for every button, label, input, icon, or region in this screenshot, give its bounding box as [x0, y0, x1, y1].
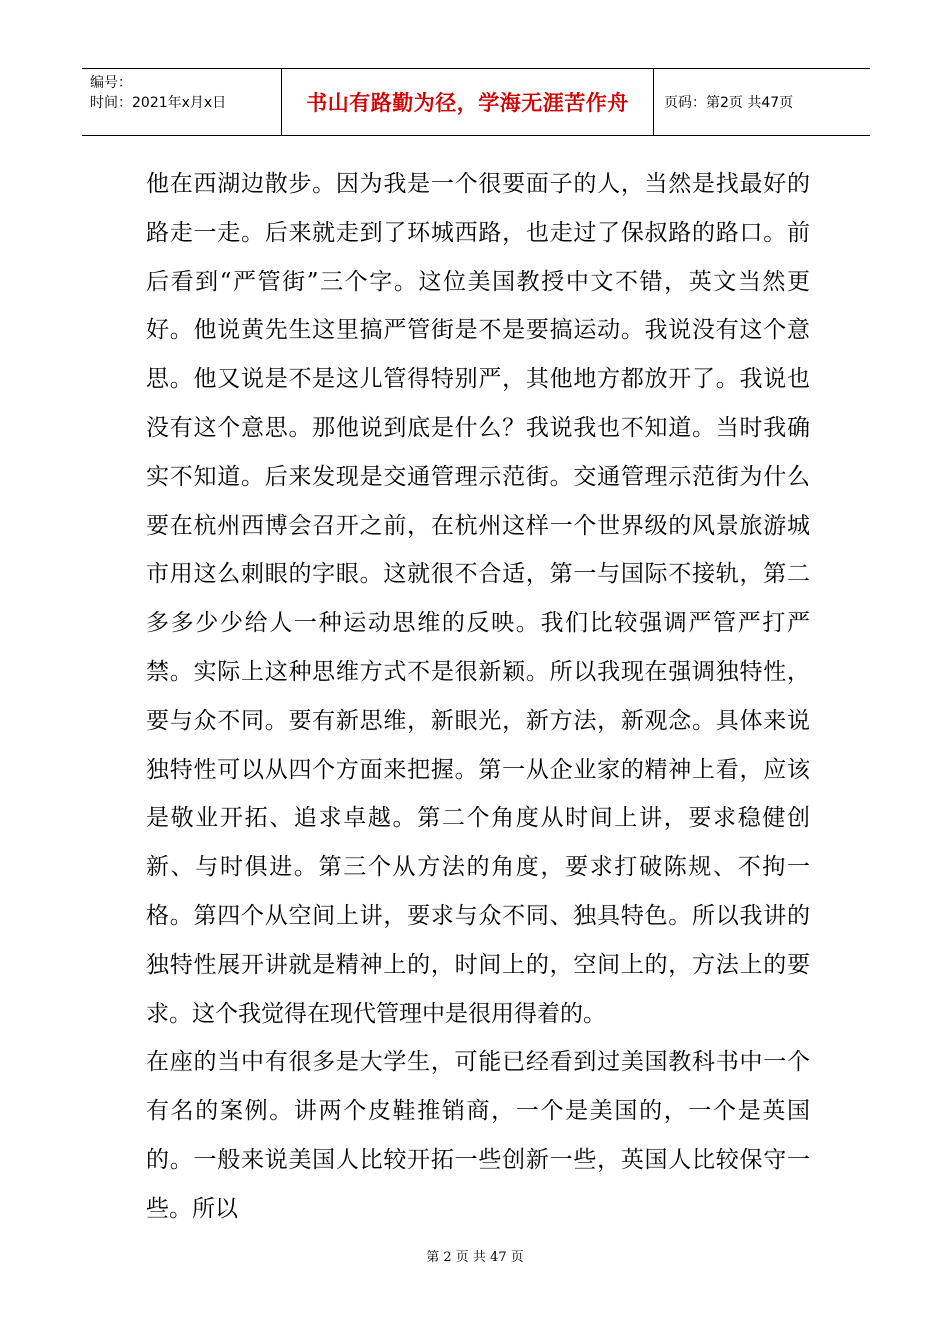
header-motto: 书山有路勤为径，学海无涯苦作舟 [282, 69, 654, 135]
document-body [146, 160, 810, 1234]
body-paragraph: 在座的当中有很多是大学生，可能已经看到过美国教科书中一个有名的案例。讲两个皮鞋推销商，一个是美国的，一个是英国的。一般来说美国人比较开拓一些创新一些，英国人比较保守一些。所以 [146, 1049, 810, 1222]
header-page-info: 页码：第2页 共47页 [664, 95, 794, 111]
document-time-label: 时间：2021年x月x日 [90, 95, 227, 111]
header-meta [82, 69, 282, 135]
page-header [82, 68, 870, 136]
page-footer: 第 2 页 共 47 页 [426, 1250, 524, 1265]
document-number-label: 编号： [90, 75, 132, 91]
body-paragraph: 他在西湖边散步。因为我是一个很要面子的人，当然是找最好的路走一走。后来就走到了环城西路，也走过了保叔路的路口。前后看到“严管街”三个字。这位美国教授中文不错，英文当然更好。他说黄先生这里搞严管街是不是要搞运动。我说没有这个意思。他又说是不是这儿管得特别严，其他地方都放开了。我说也没有这个意思。那他说到底是什么？我说我也不知道。当时我确实不知道。后来发现是交通管理示范街。交通管理示范街为什么要在杭州西博会召开之前，在杭州这样一个世界级的风景旅游城市用这么刺眼的字眼。这就很不合适，第一与国际不接轨，第二多多少少给人一种运动思维的反映。我们比较强调严管严打严禁。实际上这种思维方式不是很新颖。所以我现在强调独特性，要与众不同。要有新思维，新眼光，新方法，新观念。具体来说独特性可以从四个方面来把握。第一从企业家的精神上看，应该是敬业开拓、追求卓越。第二个角度从时间上讲，要求稳健创新、与时俱进。第三个从方法的角度，要求打破陈规、不拘一格。第四个从空间上讲，要求与众不同、独具特色。所以我讲的独特性展开讲就是精神上的，时间上的，空间上的，方法上的要求。这个我觉得在现代管理中是很用得着的。 [146, 171, 810, 1027]
